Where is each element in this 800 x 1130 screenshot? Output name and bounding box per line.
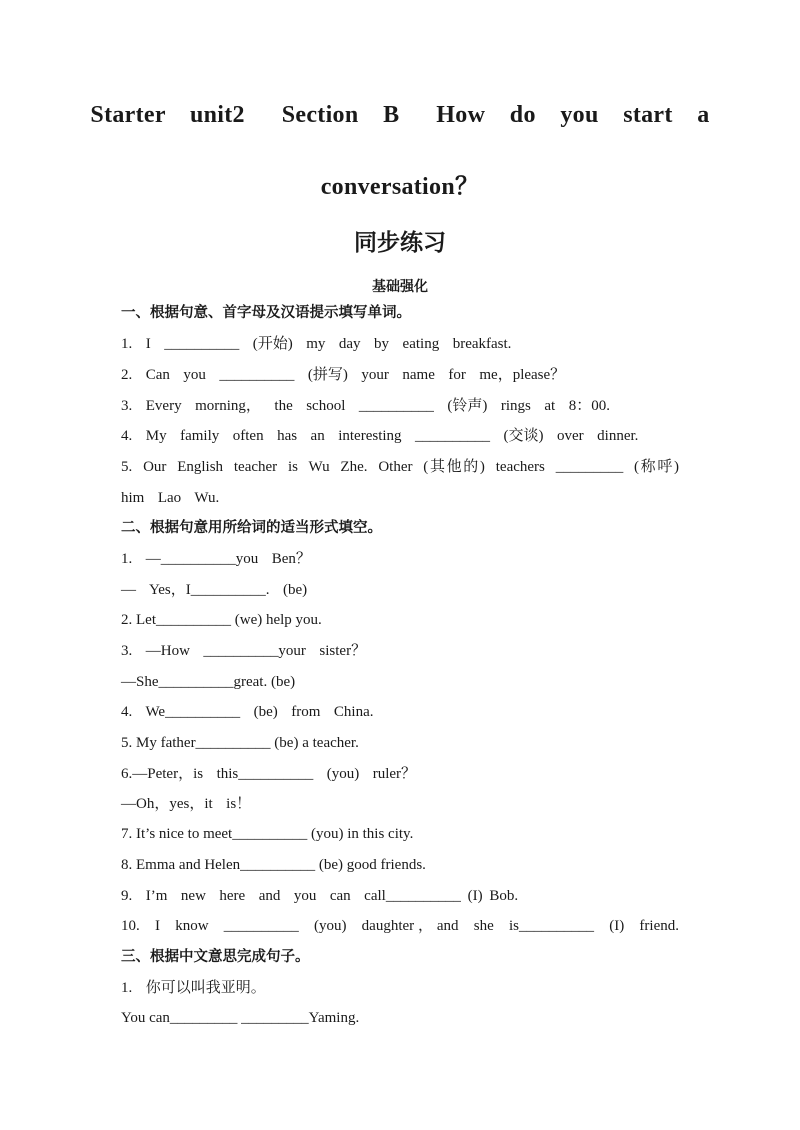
section-2-heading: 二、根据句意用所给词的适当形式填空。: [121, 520, 382, 536]
exercise-line: 5. My father__________ (be) a teacher.: [121, 735, 359, 751]
exercise-line: 1. —__________you Ben？: [121, 551, 311, 567]
exercise-line: 9. I’m new here and you can call__________ (I) Bob.: [121, 888, 519, 904]
exercise-line: —Oh，yes，it is！: [121, 796, 252, 812]
exercise-line: 8. Emma and Helen__________ (be) good friends.: [121, 857, 426, 873]
title-line-2: conversation？: [320, 174, 480, 200]
exercise-line: 3. —How __________your sister？: [121, 643, 367, 659]
section-3-heading: 三、根据中文意思完成句子。: [121, 949, 310, 965]
level-label: 基础强化: [372, 279, 428, 295]
exercise-line: 7. It’s nice to meet__________ (you) in this city.: [121, 826, 414, 842]
exercise-line: 4. We__________ (be) from China.: [121, 704, 374, 720]
exercise-line: — Yes，I__________. (be): [121, 582, 308, 598]
exercise-line: 2. Can you __________ (拼写) your name for me，please？: [121, 367, 566, 383]
page-subtitle: 同步练习: [354, 230, 446, 256]
exercise-line: 4. My family often has an interesting __________ (交谈) over dinner.: [121, 428, 639, 444]
exercise-line: You can_________ _________Yaming.: [121, 1010, 360, 1026]
section-1-heading: 一、根据句意、首字母及汉语提示填写单词。: [121, 305, 411, 321]
title-line-1: Starter unit2 Section B How do you start a: [90, 102, 710, 128]
exercise-line: 3. Every morning， the school __________ (铃声) rings at 8：00.: [121, 398, 610, 414]
exercise-line: —She__________great. (be): [121, 674, 296, 690]
exercise-line: 1. 你可以叫我亚明。: [121, 980, 266, 996]
exercise-line: him Lao Wu.: [121, 490, 220, 506]
exercise-line: 6.—Peter，is this__________ (you) ruler？: [121, 766, 417, 782]
exercise-line: 2. Let__________ (we) help you.: [121, 612, 322, 628]
exercise-line: 1. I __________ (开始) my day by eating breakfast.: [121, 336, 512, 352]
exercise-line: 5. Our English teacher is Wu Zhe. Other (其他的) teachers _________ (称呼): [121, 459, 679, 475]
exercise-line: 10. I know __________ (you) daughter，and she is__________ (I) friend.: [121, 918, 679, 934]
